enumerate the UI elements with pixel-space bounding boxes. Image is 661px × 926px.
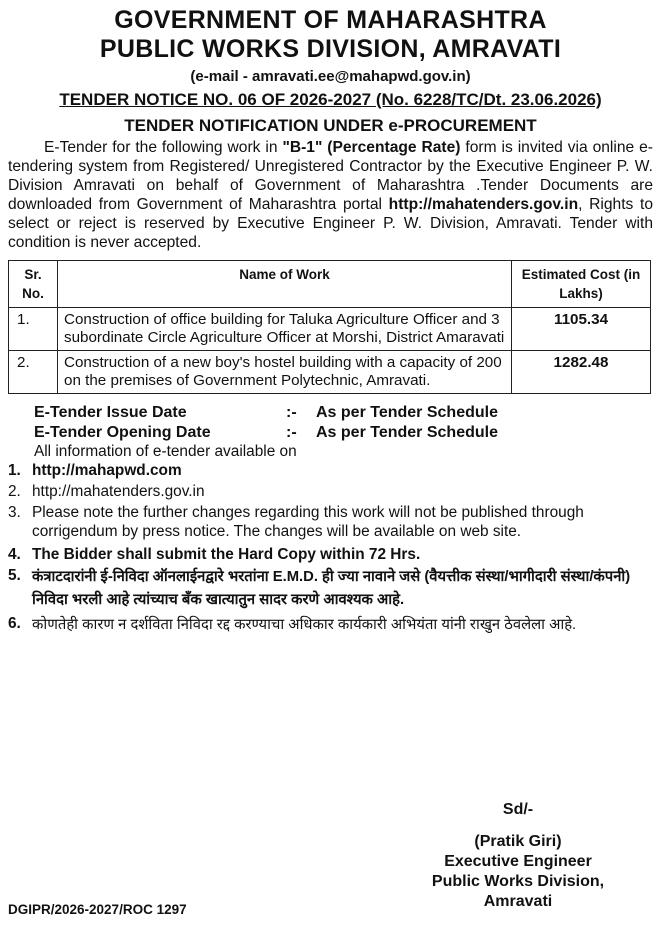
issue-date-label: E-Tender Issue Date (34, 404, 187, 421)
info-lead: All information of e-tender available on (34, 443, 297, 460)
list-item (8, 461, 653, 480)
opening-date-value: As per Tender Schedule (316, 424, 498, 441)
opening-date-separator: :- (286, 424, 297, 441)
item-number: 3. (8, 504, 21, 521)
intro-text-3: , Rights to select or reject is reserved by Executive Engineer P. W. Division, Amravati. Tender with condition is never accepted. (8, 196, 653, 251)
item-text-marathi: कोणतेही कारण न दर्शविता निविदा रद्द करण्याचा अधिकार कार्यकारी अभियंता यांनी राखुन ठेवलेला आहे. (32, 617, 577, 633)
header-division: PUBLIC WORKS DIVISION, AMRAVATI (99, 35, 562, 63)
signatory-office: Public Works Division, (431, 873, 605, 890)
item-text: Please note the further changes regarding this work will not be published through corrigendum by press notice. The changes will be available on web site. (32, 504, 584, 540)
signatory-place: Amravati (483, 893, 553, 910)
row-sr-no: 2. (9, 351, 58, 394)
signatory-name: (Pratik Giri) (474, 833, 562, 850)
item-text: The Bidder shall submit the Hard Copy within 72 Hrs. (32, 546, 421, 563)
mahatenders-link[interactable]: http://mahatenders.gov.in (32, 483, 205, 500)
header-government: GOVERNMENT OF MAHARASHTRA (114, 6, 547, 34)
tender-dates (8, 403, 653, 443)
mahapwd-link[interactable]: http://mahapwd.com (32, 462, 182, 479)
header-sr-no: Sr. No. (9, 261, 58, 308)
table-row (9, 308, 651, 351)
list-item (8, 566, 653, 612)
row-estimated-cost: 1282.48 (512, 351, 651, 394)
opening-date-label: E-Tender Opening Date (34, 424, 211, 441)
works-table (8, 260, 651, 394)
list-item (8, 503, 653, 541)
header-estimated-cost: Estimated Cost (in Lakhs) (512, 261, 651, 308)
list-item (8, 545, 653, 564)
issue-date-separator: :- (286, 404, 297, 421)
row-name-of-work: Construction of a new boy's hostel building with a capacity of 200 on the premises of Government Polytechnic, Amravati. (58, 351, 512, 394)
table-header-row (9, 261, 651, 308)
header-email: (e-mail - amravati.ee@mahapwd.gov.in) (190, 68, 471, 85)
intro-paragraph (8, 138, 653, 252)
item-text-marathi: कंत्राटदारांनी ई-निविदा ऑनलाईनद्वारे भरतांना E.M.D. ही ज्या नावाने जसे (वैयत्तीक संस्था/भागीदारी संस्था/कंपनी) निविदा भरली आहे त्यांच्याच बँक खात्यातुन सादर करणे आवश्यक आहे. (32, 569, 631, 608)
row-name-of-work: Construction of office building for Taluka Agriculture Officer and 3 subordinate Circle Agriculture Officer at Morshi, District Amaravati (58, 308, 512, 351)
signatory-designation: Executive Engineer (444, 853, 592, 870)
item-number: 2. (8, 483, 21, 500)
intro-text-2: form is invited via online e-tendering system from Registered/ Unregistered Contractor by the Executive Engineer P. W. Division Amravati on behalf of Government of Maharashtra .Tender Documents are downloaded from Government of Maharashtra portal (8, 139, 653, 213)
issue-date-row (8, 403, 653, 423)
info-list (8, 461, 653, 637)
item-number: 1. (8, 462, 21, 479)
header-name-of-work: Name of Work (58, 261, 512, 308)
intro-text-1: E-Tender for the following work in (44, 139, 283, 156)
signature-sd: Sd/- (502, 801, 534, 818)
dgipr-code: DGIPR/2026-2027/ROC 1297 (8, 902, 187, 917)
issue-date-value: As per Tender Schedule (316, 404, 498, 421)
intro-form-type: "B-1" (Percentage Rate) (282, 139, 461, 156)
item-number: 4. (8, 546, 21, 563)
tender-notice-number: TENDER NOTICE NO. 06 OF 2026-2027 (No. 6228/TC/Dt. 23.06.2026) (59, 90, 602, 109)
item-number: 6. (8, 615, 21, 632)
opening-date-row (8, 423, 653, 443)
row-sr-no: 1. (9, 308, 58, 351)
item-number: 5. (8, 567, 21, 584)
list-item (8, 482, 653, 501)
list-item (8, 614, 653, 637)
table-row (9, 351, 651, 394)
intro-portal-link: http://mahatenders.gov.in (388, 196, 579, 213)
notification-title: TENDER NOTIFICATION UNDER e-PROCUREMENT (124, 116, 537, 135)
row-estimated-cost: 1105.34 (512, 308, 651, 351)
